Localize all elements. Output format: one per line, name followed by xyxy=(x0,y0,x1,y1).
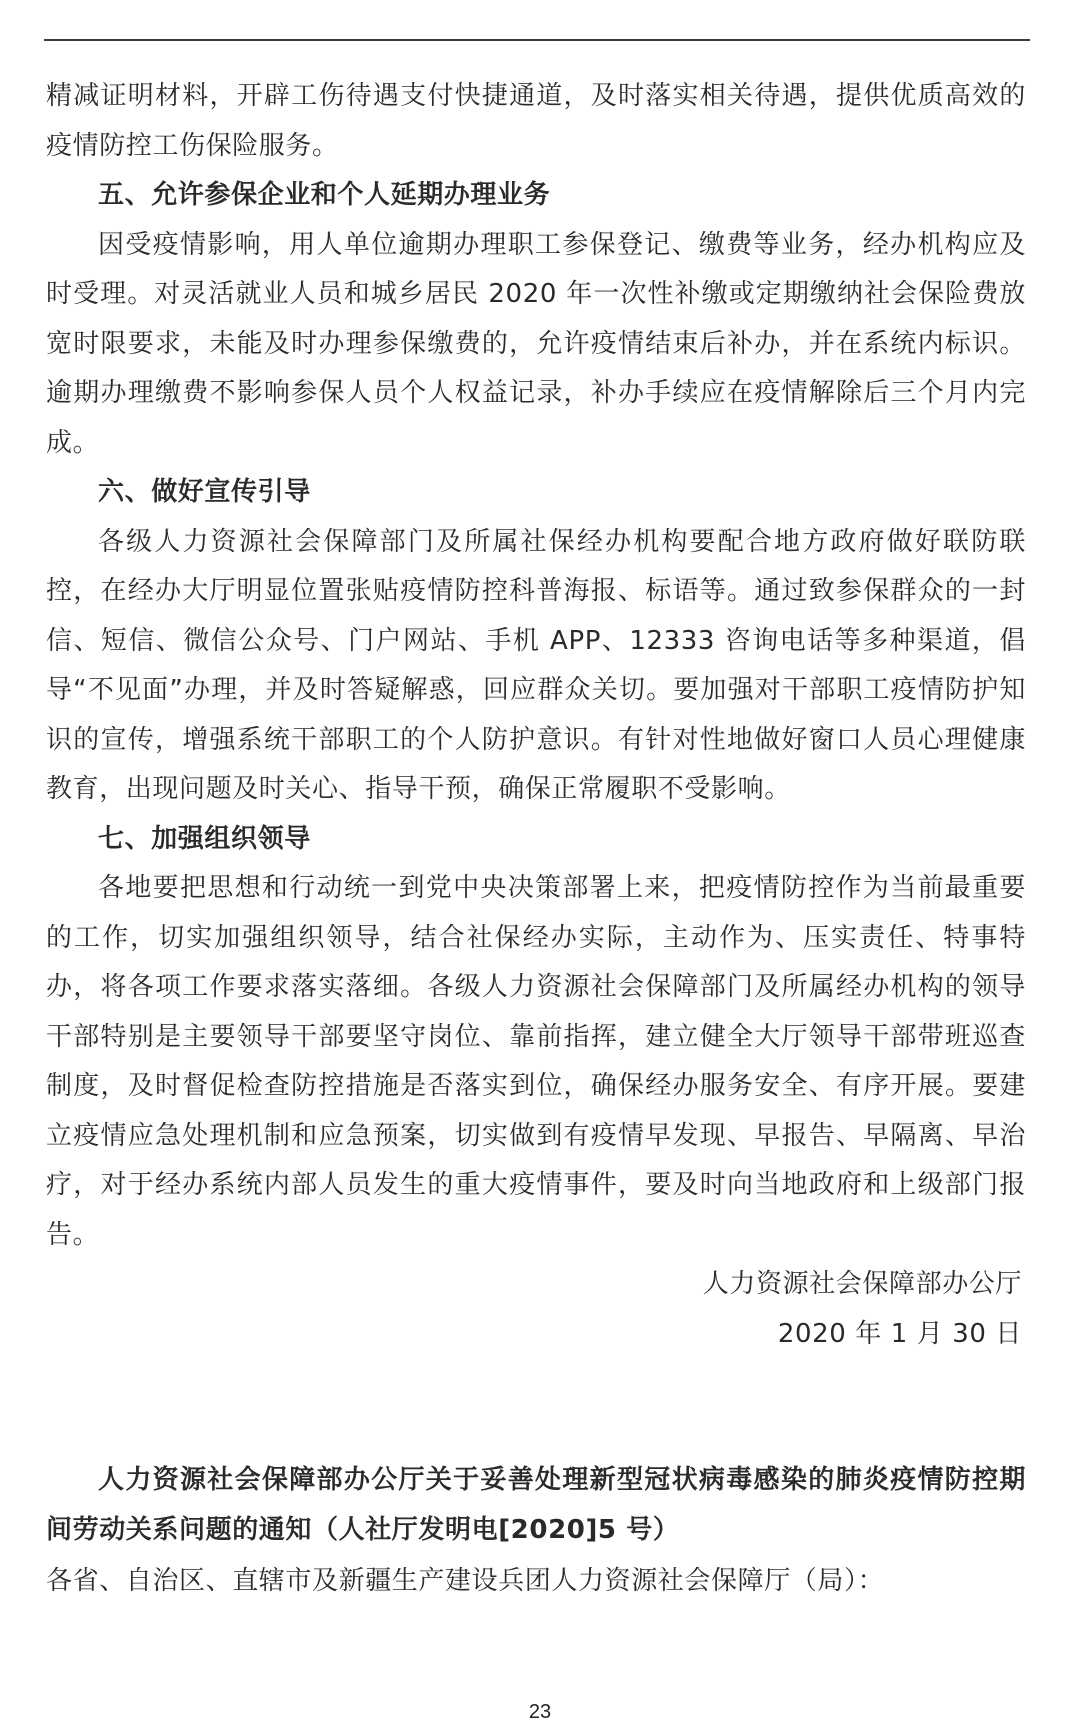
section-6-heading: 六、做好宣传引导 xyxy=(98,477,311,507)
section-5-heading: 五、允许参保企业和个人延期办理业务 xyxy=(98,180,551,210)
section-7-paragraph: 各地要把思想和行动统一到党中央决策部署上来，把疫情防控作为当前最重要的工作，切实加强组织领导，结合社保经办实际，主动作为、压实责任、特事特办，将各项工作要求落实落细。各级人力资源社会保障部门及所属经办机构的领导干部特别是主要领导干部要坚守岗位、靠前指挥，建立健全大厅领导干部带班巡查制度，及时督促检查防控措施是否落实到位，确保经办服务安全、有序开展。要建立疫情应急处理机制和应急预案，切实做到有疫情早发现、早报告、早隔离、早治疗，对于经办系统内部人员发生的重大疫情事件，要及时向当地政府和上级部门报告。 xyxy=(46,873,1026,1250)
signature-date: 2020 年 1 月 30 日 xyxy=(777,1318,1022,1349)
header-rule xyxy=(44,39,1030,41)
section-gap xyxy=(46,1359,1026,1455)
section-7-heading: 七、加强组织领导 xyxy=(98,823,311,854)
signature-issuer: 人力资源社会保障部办公厅 xyxy=(702,1269,1022,1299)
page-number: 23 xyxy=(528,1701,552,1723)
document-body xyxy=(46,72,1026,1607)
section-6-paragraph: 各级人力资源社会保障部门及所属社保经办机构要配合地方政府做好联防联控，在经办大厅明显位置张贴疫情防控科普海报、标语等。通过致参保群众的一封信、短信、微信公众号、门户网站、手机 APP、12333 咨询电话等多种渠道，倡导“不见面”办理，并及时答疑解惑，回应群众关切。要加强对干部职工疫情防护知识的宣传，增强系统干部职工的个人防护意识。有针对性地做好窗口人员心理健康教育，出现问题及时关心、指导干预，确保正常履职不受影响。 xyxy=(46,526,1026,804)
next-notice-title: 人力资源社会保障部办公厅关于妥善处理新型冠状病毒感染的肺炎疫情防控期间劳动关系问题的通知（人社厅发明电[2020]5 号） xyxy=(46,1465,1026,1545)
continuation-paragraph: 精减证明材料，开辟工伤待遇支付快捷通道，及时落实相关待遇，提供优质高效的疫情防控工伤保险服务。 xyxy=(46,81,1026,161)
next-notice-addressee: 各省、自治区、直辖市及新疆生产建设兵团人力资源社会保障厅（局）： xyxy=(46,1566,885,1596)
section-5-paragraph: 因受疫情影响，用人单位逾期办理职工参保登记、缴费等业务，经办机构应及时受理。对灵活就业人员和城乡居民 2020 年一次性补缴或定期缴纳社会保险费放宽时限要求，未能及时办理参保缴费的，允许疫情结束后补办，并在系统内标识。逾期办理缴费不影响参保人员个人权益记录，补办手续应在疫情解除后三个月内完成。 xyxy=(46,229,1026,458)
